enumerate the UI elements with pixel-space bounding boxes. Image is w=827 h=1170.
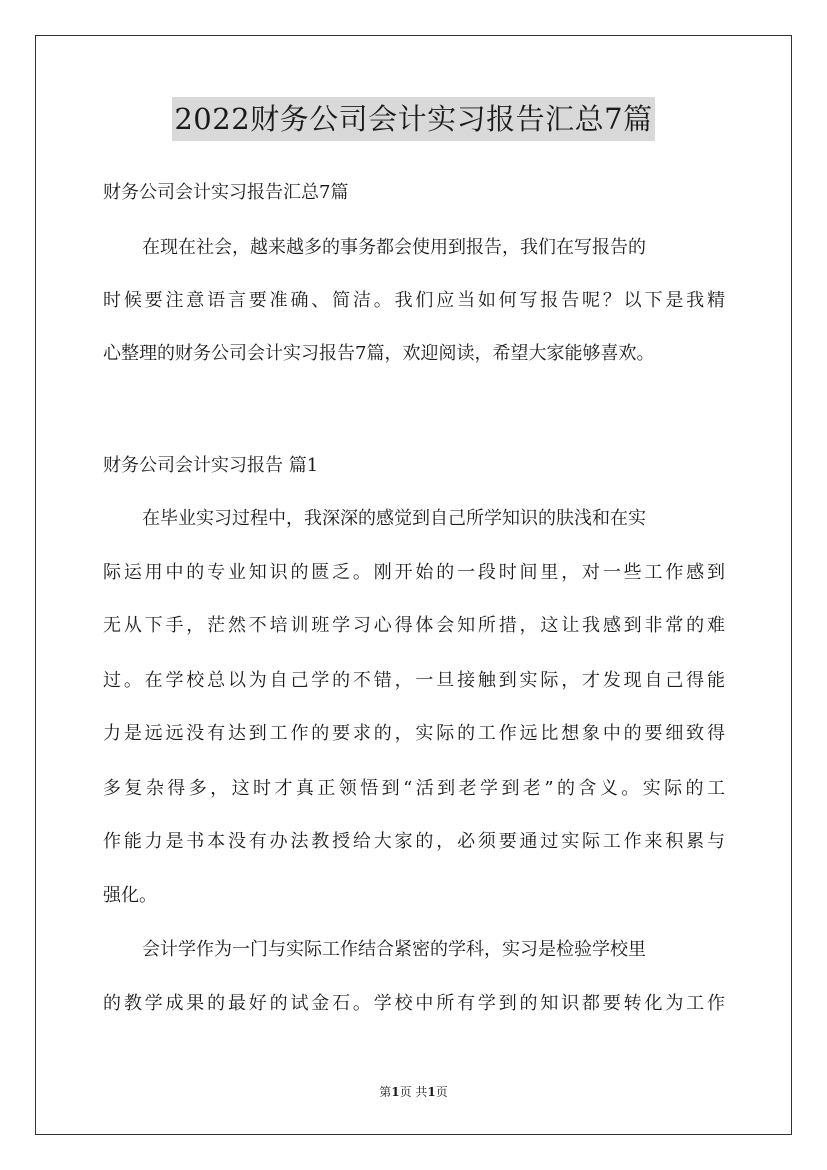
- section1-line-8: 强化。: [103, 885, 157, 906]
- section1-line-7: 作能力是书本没有办法教授给大家的，必须要通过实际工作来积累与: [103, 831, 725, 852]
- section2-line-1: 会计学作为一门与实际工作结合紧密的学科，实习是检验学校里: [142, 939, 646, 960]
- footer-mid: 页 共: [399, 1085, 428, 1099]
- footer-page-current: 1: [391, 1085, 400, 1099]
- section1-line-2: 际运用中的专业知识的匮乏。刚开始的一段时间里，对一些工作感到: [103, 562, 725, 583]
- section1-line-4: 过。在学校总以为自己学的不错，一旦接触到实际，才发现自己得能: [103, 670, 725, 691]
- section1-line-1: 在毕业实习过程中，我深深的感觉到自己所学知识的肤浅和在实: [142, 508, 646, 529]
- section-heading: 财务公司会计实习报告 篇1: [103, 455, 319, 476]
- footer-prefix: 第: [379, 1085, 392, 1099]
- section1-line-6: 多复杂得多，这时才真正领悟到“活到老学到老”的含义。实际的工: [103, 778, 725, 799]
- document-title: 2022财务公司会计实习报告汇总7篇: [172, 97, 654, 141]
- footer-page-total: 1: [427, 1085, 436, 1099]
- intro-line-1: 在现在社会，越来越多的事务都会使用到报告，我们在写报告的: [142, 237, 646, 258]
- document-subtitle: 财务公司会计实习报告汇总7篇: [103, 182, 349, 203]
- section2-line-2: 的教学成果的最好的试金石。学校中所有学到的知识都要转化为工作: [103, 993, 725, 1014]
- intro-line-2: 时候要注意语言要准确、简洁。我们应当如何写报告呢？以下是我精: [103, 290, 725, 311]
- intro-line-3: 心整理的财务公司会计实习报告7篇，欢迎阅读，希望大家能够喜欢。: [103, 343, 655, 364]
- title-container: [0, 97, 827, 141]
- footer-suffix: 页: [435, 1085, 448, 1099]
- page-footer: [0, 1084, 827, 1100]
- section1-line-3: 无从下手，茫然不培训班学习心得体会知所措，这让我感到非常的难: [103, 615, 725, 636]
- section1-line-5: 力是远远没有达到工作的要求的，实际的工作远比想象中的要细致得: [103, 723, 725, 744]
